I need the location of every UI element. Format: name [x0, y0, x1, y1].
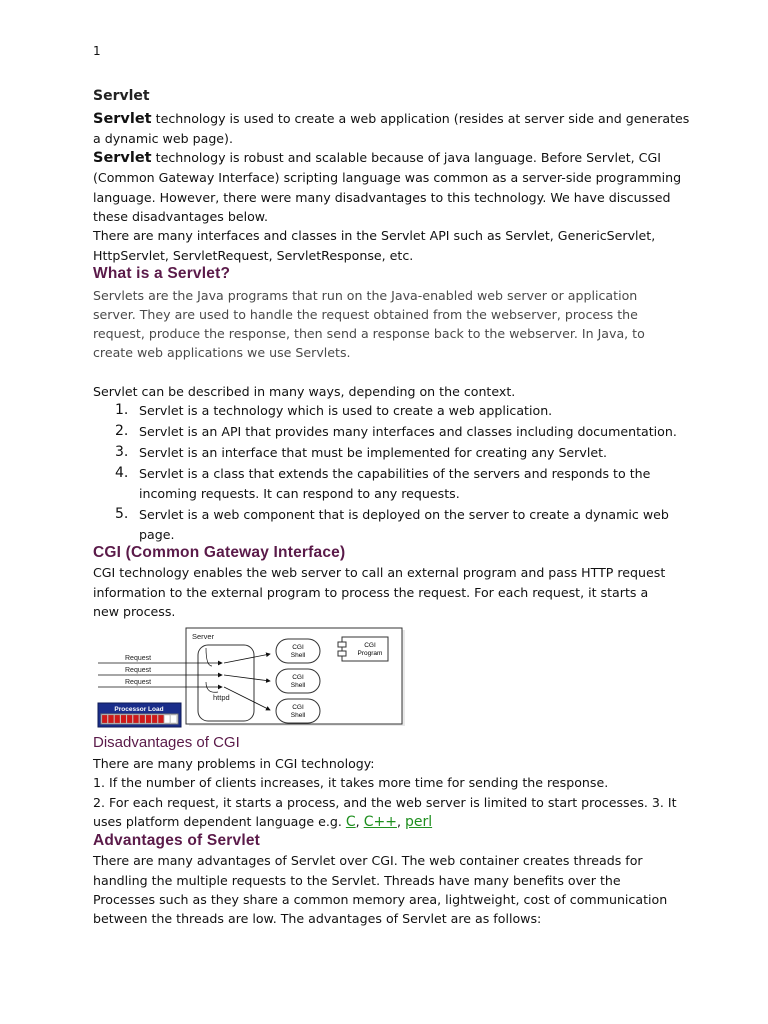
list-number-2: 2. [115, 423, 129, 439]
httpd-label: httpd [213, 693, 230, 702]
intro-paragraph-3-line-1: There are many interfaces and classes in the Servlet API such as Servlet, GenericServlet, [93, 228, 656, 243]
list-item-5-line-2: page. [139, 527, 175, 542]
intro-paragraph-2-line-1: Servlet technology is robust and scalable because of java language. Before Servlet, CGI [93, 150, 661, 166]
processor-load-label: Processor Load [114, 706, 164, 713]
request-label-3: Request [125, 679, 152, 686]
advantages-line-1: There are many advantages of Servlet over CGI. The web container creates threads for [93, 853, 643, 868]
link-cpp[interactable]: C++ [363, 814, 397, 830]
list-number-3: 3. [115, 444, 129, 460]
disadvantages-line-4: uses platform dependent language e.g. C, C++, perl [93, 814, 433, 830]
processor-load-cell [133, 715, 138, 723]
request-label-2: Request [125, 667, 152, 674]
intro-lead-2: Servlet [93, 150, 152, 166]
processor-load-cell [121, 715, 126, 723]
advantages-line-4: between the threads are low. The advantages of Servlet are as follows: [93, 911, 542, 926]
cgi-line-1: CGI technology enables the web server to call an external program and pass HTTP request [93, 565, 666, 580]
what-is-line-2: server. They are used to handle the request obtained from the webserver, process the [93, 307, 638, 322]
cgi-shell-1-line-1: CGI [292, 644, 304, 651]
intro-paragraph-3-line-2: HttpServlet, ServletRequest, ServletResponse, etc. [93, 248, 414, 263]
intro-paragraph-2-line-2: (Common Gateway Interface) scripting language was common as a server-side programming [93, 170, 682, 185]
cgi-shell-2-line-1: CGI [292, 674, 304, 681]
processor-load-cell [140, 715, 145, 723]
list-item-4-line-1: Servlet is a class that extends the capabilities of the servers and responds to the [139, 466, 651, 481]
processor-load-cell [115, 715, 120, 723]
disadvantages-line-3: 2. For each request, it starts a process, and the web server is limited to start processes. 3. It [93, 795, 677, 810]
cgi-program-line-2: Program [357, 650, 383, 657]
intro-lead-1: Servlet [93, 111, 152, 127]
cgi-shell-2 [276, 669, 320, 693]
processor-load-cell [127, 715, 132, 723]
cgi-program-line-1: CGI [364, 642, 376, 649]
cgi-line-3: new process. [93, 604, 176, 619]
heading-disadvantages: Disadvantages of CGI [93, 734, 240, 751]
cgi-shell-3-line-2: Shell [290, 712, 306, 719]
processor-load-cell [108, 715, 113, 723]
advantages-line-2: handling the multiple requests to the Servlet. Threads have many benefits over the [93, 873, 621, 888]
processor-load-cell [158, 715, 163, 723]
processor-load-cell [152, 715, 157, 723]
heading-what-is-servlet: What is a Servlet? [93, 265, 231, 282]
list-number-5: 5. [115, 506, 129, 522]
intro-paragraph-2-line-3: language. However, there were many disadvantages to this technology. We have discussed [93, 190, 671, 205]
processor-load-cell [171, 715, 176, 723]
cgi-shell-1-line-2: Shell [290, 652, 306, 659]
page-number: 1 [93, 44, 101, 58]
described-text: Servlet can be described in many ways, depending on the context. [93, 384, 516, 399]
processor-load-cell [146, 715, 151, 723]
heading-cgi: CGI (Common Gateway Interface) [93, 544, 346, 561]
list-item-4-line-2: incoming requests. It can respond to any requests. [139, 486, 460, 501]
what-is-line-4: create web applications we use Servlets. [93, 345, 351, 360]
disadvantages-line-2: 1. If the number of clients increases, it takes more time for sending the response. [93, 775, 609, 790]
list-item-5-line-1: Servlet is a web component that is deployed on the server to create a dynamic web [139, 507, 669, 522]
list-item-2: Servlet is an API that provides many interfaces and classes including documentation. [139, 424, 677, 439]
cgi-program-box [342, 637, 388, 661]
cgi-shell-3-line-1: CGI [292, 704, 304, 711]
link-perl[interactable]: perl [404, 814, 433, 830]
cgi-shell-2-line-2: Shell [290, 682, 306, 689]
cgi-diagram [94, 626, 410, 730]
processor-load-cell [102, 715, 107, 723]
link-c[interactable]: C [345, 814, 356, 830]
intro-paragraph-2-line-4: these disadvantages below. [93, 209, 268, 224]
list-number-1: 1. [115, 402, 129, 418]
what-is-line-3: request, produce the response, then send a response back to the webserver. In Java, to [93, 326, 645, 341]
request-label-1: Request [125, 655, 152, 662]
component-tab-1 [338, 642, 346, 647]
what-is-line-1: Servlets are the Java programs that run on the Java-enabled web server or application [93, 288, 638, 303]
cgi-shell-1 [276, 639, 320, 663]
disadvantages-line-1: There are many problems in CGI technology: [93, 756, 375, 771]
intro-paragraph-1-line-1: Servlet technology is used to create a web application (resides at server side and generates [93, 111, 690, 127]
page-title: Servlet [93, 88, 150, 104]
server-label: Server [192, 632, 215, 641]
advantages-line-3: Processes such as they share a common memory area, lightweight, cost of communication [93, 892, 668, 907]
cgi-shell-3 [276, 699, 320, 723]
cgi-line-2: information to the external program to process the request. For each request, it starts a [93, 585, 649, 600]
processor-load-cell [165, 715, 170, 723]
list-item-1: Servlet is a technology which is used to create a web application. [139, 403, 553, 418]
component-tab-2 [338, 651, 346, 656]
heading-advantages: Advantages of Servlet [93, 832, 261, 849]
intro-paragraph-1-line-2: a dynamic web page). [93, 131, 233, 146]
list-number-4: 4. [115, 465, 129, 481]
list-item-3: Servlet is an interface that must be implemented for creating any Servlet. [139, 445, 608, 460]
